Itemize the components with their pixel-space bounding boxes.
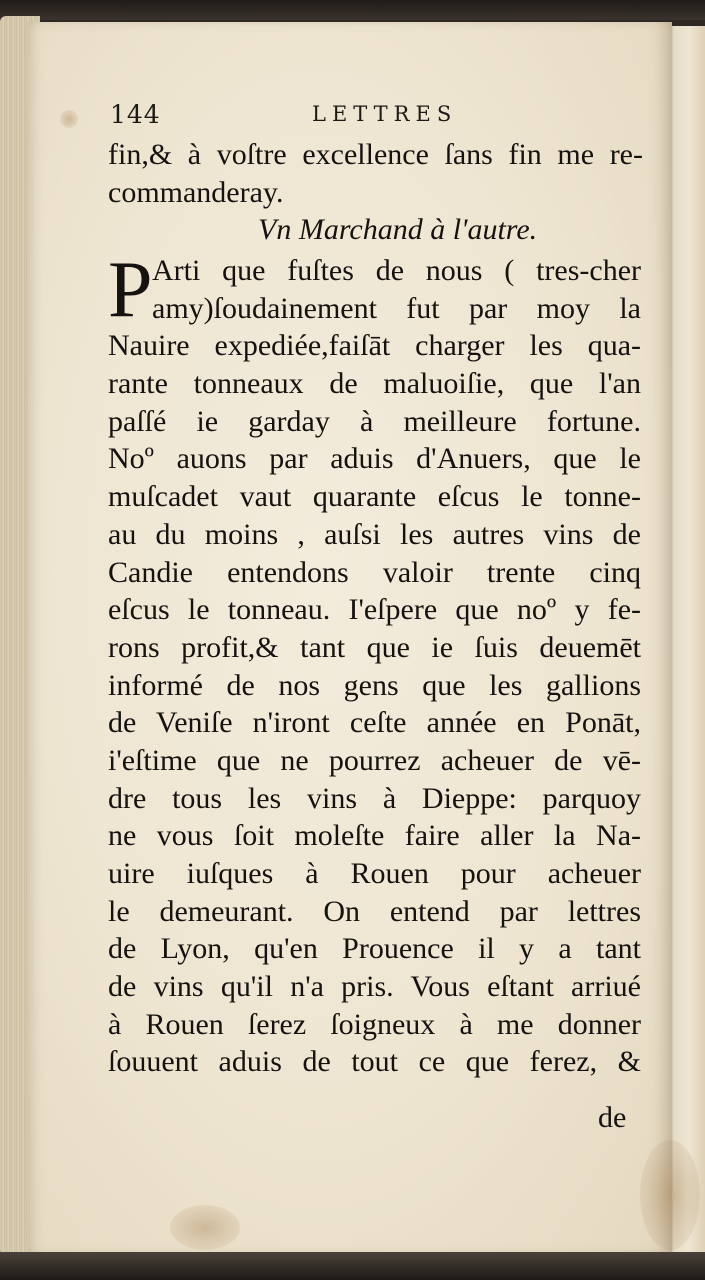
text-line: muſcadet vaut quarante eſcus le tonne- — [108, 480, 641, 514]
text-line: amy)ſoudainement fut par moy la — [152, 291, 641, 325]
text-line: i'eſtime que ne pourrez acheuer de vē- — [108, 743, 641, 777]
text-line: rante tonneaux de maluoiſie, que l'an — [108, 367, 641, 401]
foxing-stain — [60, 110, 78, 128]
binding-bottom-edge — [0, 1252, 705, 1280]
letter-heading: Vn Marchand à l'autre. — [258, 213, 538, 247]
text-line: rons profit,& tant que ie ſuis deuemēt — [108, 630, 641, 664]
text-line: ſouuent aduis de tout ce que ferez, & — [108, 1045, 641, 1079]
text-line: Arti que fuſtes de nous ( tres-cher — [152, 254, 641, 287]
text-line: Candie entendons valoir trente cinq — [108, 555, 641, 589]
text-line: fin,& à voſtre excellence ſans fin me re- — [108, 138, 643, 171]
running-head — [92, 100, 652, 134]
binding-top-edge — [0, 0, 705, 20]
text-line: de Veniſe n'iront ceſte année en Ponāt, — [108, 706, 641, 740]
page-number: 144 — [110, 100, 161, 129]
facing-page-edge — [668, 26, 705, 1252]
text-line: Nauire expediée,faiſāt charger les qua- — [108, 329, 641, 363]
letter-body — [108, 246, 641, 1081]
text-line: uire iuſques à Rouen pour acheuer — [108, 857, 641, 890]
text-line: dre tous les vins à Dieppe: parquoy — [108, 781, 641, 815]
text-line: commanderay. — [108, 175, 284, 209]
foxing-stain — [170, 1205, 240, 1250]
running-title: LETTRES — [312, 102, 458, 126]
text-line: de vins qu'il n'a pris. Vous eſtant arriué — [108, 970, 641, 1004]
text-line: à Rouen ſerez ſoigneux à me donner — [108, 1007, 641, 1041]
preceding-letter-ending — [108, 136, 643, 249]
catchword: de — [598, 1101, 627, 1134]
text-line: le demeurant. On entend par lettres — [108, 894, 641, 928]
text-line: Noº auons par aduis d'Anuers, que le — [108, 442, 641, 476]
text-line: au du moins , auſsi les autres vins de — [108, 517, 641, 551]
text-line: informé de nos gens que les gallions — [108, 668, 641, 702]
foxing-stain — [640, 1140, 700, 1250]
text-line: paſſé ie garday à meilleure fortune. — [108, 404, 641, 438]
drop-cap: P — [108, 246, 153, 334]
text-line: de Lyon, qu'en Prouence il y a tant — [108, 932, 641, 966]
text-line: ne vous ſoit moleſte faire aller la Na- — [108, 819, 641, 853]
text-line: eſcus le tonneau. I'eſpere que noº y fe- — [108, 593, 641, 627]
